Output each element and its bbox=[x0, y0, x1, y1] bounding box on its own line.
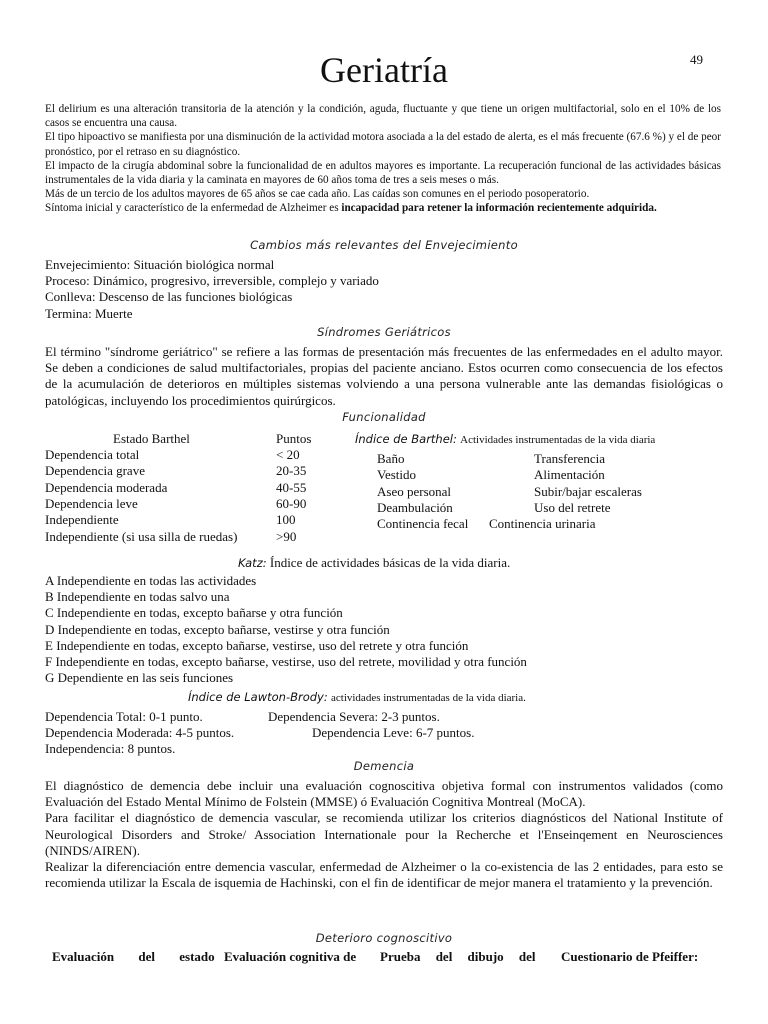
barthel-activity: Baño bbox=[377, 451, 405, 466]
lawton-independencia: Independencia: 8 puntos. bbox=[45, 741, 176, 756]
barthel-row-puntos: 40-55 bbox=[276, 480, 307, 495]
barthel-activity: Alimentación bbox=[534, 467, 605, 482]
barthel-activity: Subir/bajar escaleras bbox=[534, 484, 642, 499]
indice-barthel-label: Índice de Barthel: bbox=[355, 432, 457, 446]
katz-item: B Independiente en todas salvo una bbox=[45, 589, 230, 605]
katz-label: Katz: bbox=[238, 556, 267, 570]
barthel-activity: Continencia urinaria bbox=[489, 516, 596, 531]
barthel-activity: Transferencia bbox=[534, 451, 605, 466]
lawton-label: Índice de Lawton-Brody: bbox=[188, 690, 328, 704]
barthel-row-puntos: 60-90 bbox=[276, 496, 307, 511]
barthel-row-puntos: >90 bbox=[276, 529, 297, 544]
katz-item: A Independiente en todas las actividades bbox=[45, 573, 257, 588]
section-heading-demencia: Demencia bbox=[353, 759, 415, 773]
katz-header bbox=[238, 555, 510, 571]
barthel-row-estado: Dependencia leve bbox=[45, 496, 138, 511]
indice-barthel-header bbox=[355, 431, 655, 448]
page-number: 49 bbox=[690, 52, 703, 67]
lawton-moderada: Dependencia Moderada: 4-5 puntos. bbox=[45, 725, 235, 740]
lawton-desc: actividades instrumentadas de la vida diaria. bbox=[331, 692, 526, 704]
barthel-row-estado: Independiente bbox=[45, 512, 119, 527]
section-heading-funcionalidad: Funcionalidad bbox=[342, 410, 426, 424]
puntos-col-header: Puntos bbox=[276, 431, 312, 446]
cambios-line: Envejecimiento: Situación biológica normal bbox=[45, 257, 275, 272]
barthel-activity: Deambulación bbox=[377, 500, 453, 515]
cambios-line: Conlleva: Descenso de las funciones biológicas bbox=[45, 289, 293, 305]
demencia-paragraphs bbox=[45, 778, 723, 891]
barthel-row-estado: Dependencia moderada bbox=[45, 480, 168, 495]
deterioro-col-3: Prueba del dibujo del bbox=[380, 949, 536, 964]
indice-barthel-desc: Actividades instrumentadas de la vida diaria bbox=[460, 434, 656, 446]
deterioro-col-1: Evaluación del estado bbox=[52, 949, 215, 964]
lawton-header bbox=[188, 689, 526, 706]
barthel-row-estado: Dependencia grave bbox=[45, 463, 145, 478]
deterioro-col-2: Evaluación cognitiva de bbox=[224, 949, 357, 964]
intro-paragraph: El impacto de la cirugía abdominal sobre la funcionalidad de en adultos mayores es importante. La recuperación funcional de las actividades básicas instrumentales de la vida diaria y la caminata en mayores de 60 años toma de tres a seis meses o más. bbox=[45, 159, 721, 187]
barthel-activity: Vestido bbox=[377, 467, 416, 482]
intro-notes bbox=[45, 102, 721, 216]
page-title: Geriatría bbox=[320, 50, 448, 90]
intro-paragraph bbox=[45, 201, 721, 215]
sindromes-paragraph: El término "síndrome geriátrico" se refiere a las formas de presentación más frecuentes de las enfermedades en el adulto mayor. Se deben a condiciones de salud multifactoriales, propias del paciente anciano. Estos ocurren como consecuencia de los efectos de la acumulación de deterioros en múltiples sistemas volviendo a una persona vulnerable ante las demandas fisiológicas o patológicas, incluyendo los procedimientos quirúrgicos. bbox=[45, 344, 723, 408]
barthel-activity: Aseo personal bbox=[377, 484, 452, 499]
cambios-line: Termina: Muerte bbox=[45, 305, 133, 321]
lawton-leve: Dependencia Leve: 6-7 puntos. bbox=[312, 725, 475, 740]
barthel-row-puntos: 100 bbox=[276, 512, 296, 527]
barthel-activity: Continencia fecal bbox=[377, 516, 469, 531]
section-heading-cambios: Cambios más relevantes del Envejecimiento bbox=[250, 238, 518, 252]
barthel-col-header: Estado Barthel bbox=[113, 431, 190, 446]
cambios-list bbox=[45, 257, 723, 322]
barthel-row-puntos: < 20 bbox=[276, 447, 300, 462]
deterioro-col-4: Cuestionario de Pfeiffer: bbox=[561, 949, 699, 964]
intro-alzheimer-bold: incapacidad para retener la información recientemente adquirida. bbox=[341, 202, 657, 215]
katz-item: C Independiente en todas, excepto bañarse y otra función bbox=[45, 605, 343, 621]
section-heading-deterioro: Deterioro cognoscitivo bbox=[315, 931, 453, 945]
barthel-activity: Uso del retrete bbox=[534, 500, 611, 515]
katz-item: E Independiente en todas, excepto bañarse, vestirse, uso del retrete y otra función bbox=[45, 637, 469, 653]
barthel-row-estado: Dependencia total bbox=[45, 447, 140, 462]
barthel-row-puntos: 20-35 bbox=[276, 463, 307, 478]
intro-alzheimer-text: Síntoma inicial y característico de la enfermedad de Alzheimer es bbox=[45, 202, 342, 215]
katz-desc: Índice de actividades básicas de la vida diaria. bbox=[269, 555, 511, 570]
katz-list bbox=[45, 573, 723, 686]
demencia-paragraph: Para facilitar el diagnóstico de demencia vascular, se recomienda utilizar los criterios diagnósticos del National Institute of Neurological Disorders and Stroke/ Association Internationale pour la Recherche et l'Enseinqement en Neurosciences (NINDS/AIREN). bbox=[45, 810, 723, 858]
katz-item: G Dependiente en las seis funciones bbox=[45, 670, 234, 686]
intro-paragraph: El tipo hipoactivo se manifiesta por una disminución de la actividad motora asociada a la del estado de alerta, es el más frecuente (67.6 %) y el de peor pronóstico, por el retraso en su diagnóstico. bbox=[45, 131, 721, 158]
lawton-severa: Dependencia Severa: 2-3 puntos. bbox=[268, 709, 440, 724]
intro-paragraph: El delirium es una alteración transitoria de la atención y la condición, aguda, fluctuante y que tiene un origen multifactorial, solo en el 10% de los casos se encuentra una causa. bbox=[45, 103, 721, 130]
section-heading-sindromes: Síndromes Geriátricos bbox=[317, 325, 451, 339]
lawton-total: Dependencia Total: 0-1 punto. bbox=[45, 709, 203, 724]
intro-paragraph: Más de un tercio de los adultos mayores de 65 años se cae cada año. Las caídas son comunes en el periodo posoperatorio. bbox=[45, 188, 590, 201]
cambios-line: Proceso: Dinámico, progresivo, irreversible, complejo y variado bbox=[45, 273, 379, 289]
katz-item: D Independiente en todas, excepto bañarse, vestirse y otra función bbox=[45, 621, 390, 637]
demencia-paragraph: Realizar la diferenciación entre demencia vascular, enfermedad de Alzheimer o la co-existencia de las 2 entidades, para esto se recomienda utilizar la Escala de isquemia de Hachinski, con el fin de identificar de mejor manera el tratamiento y la prevención. bbox=[45, 859, 723, 891]
demencia-paragraph: El diagnóstico de demencia debe incluir una evaluación cognoscitiva objetiva formal con instrumentos validados (como Evaluación del Estado Mental Mínimo de Folstein (MMSE) ó Evaluación Cognitiva Montreal (MoCA). bbox=[45, 778, 723, 810]
katz-item: F Independiente en todas, excepto bañarse, vestirse, uso del retrete, movilidad y otra función bbox=[45, 654, 527, 670]
barthel-row-estado: Independiente (si usa silla de ruedas) bbox=[45, 529, 238, 544]
